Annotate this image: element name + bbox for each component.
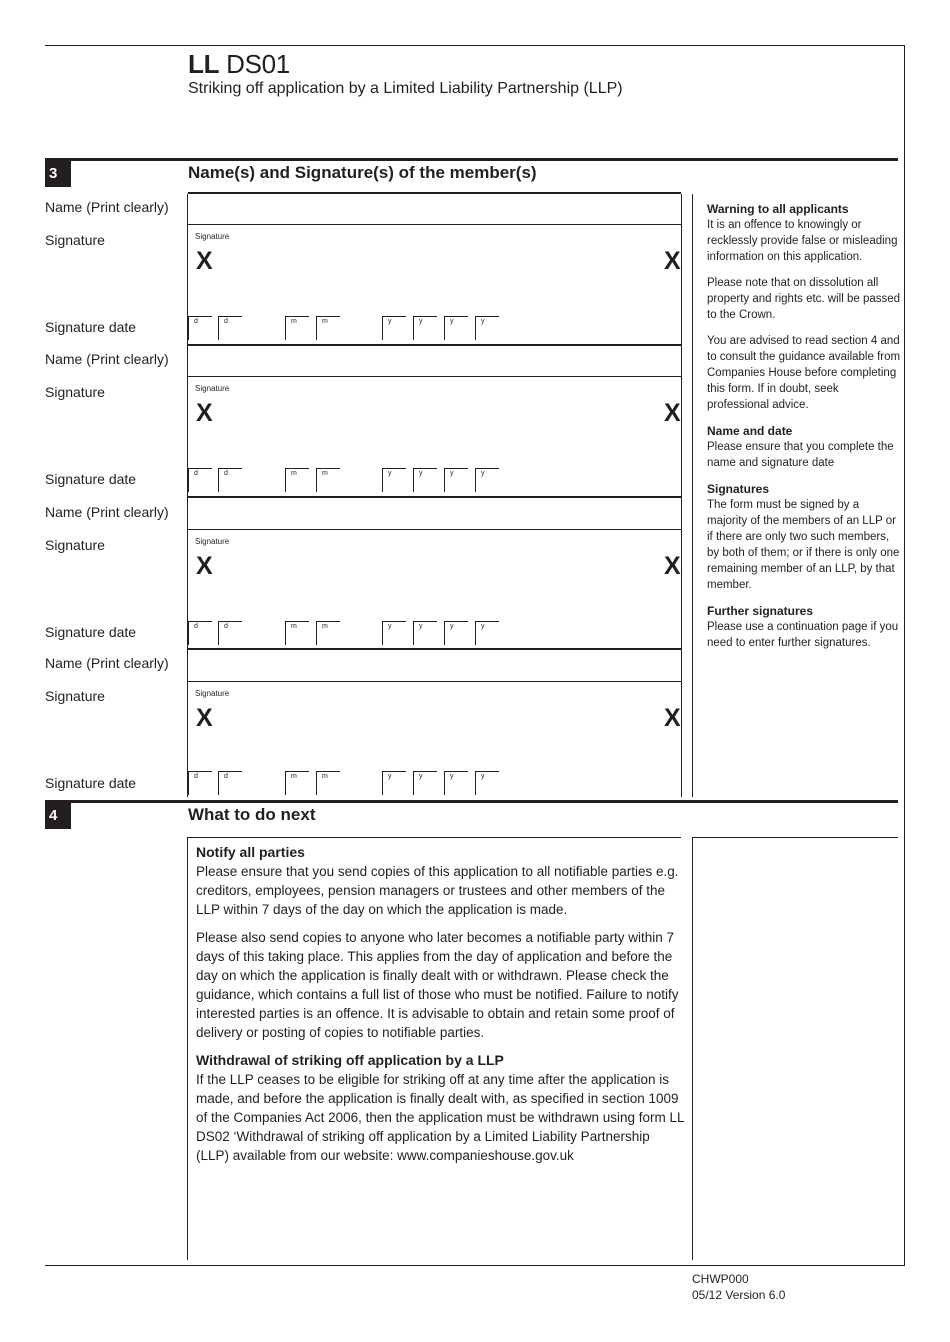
section-4-subrule bbox=[188, 837, 681, 838]
footer-code: CHWP000 bbox=[692, 1272, 749, 1286]
signature-x-left: X bbox=[196, 552, 213, 580]
signature-field[interactable] bbox=[188, 377, 681, 462]
date-month-2[interactable]: m bbox=[316, 468, 340, 492]
date-month-2[interactable]: m bbox=[316, 771, 340, 795]
date-year-1[interactable]: y bbox=[382, 771, 406, 795]
signature-label: Signature bbox=[45, 688, 105, 704]
name-label: Name (Print clearly) bbox=[45, 351, 169, 367]
name-input[interactable] bbox=[188, 194, 681, 224]
section-3-title: Name(s) and Signature(s) of the member(s) bbox=[188, 163, 537, 182]
date-month-1[interactable]: m bbox=[285, 468, 309, 492]
date-year-3[interactable]: y bbox=[444, 621, 468, 645]
date-day-1[interactable]: d bbox=[188, 621, 212, 645]
date-year-1[interactable]: y bbox=[382, 468, 406, 492]
signature-x-left: X bbox=[196, 247, 213, 275]
signature-date-label: Signature date bbox=[45, 624, 137, 640]
signature-caption: Signature bbox=[195, 384, 230, 393]
date-year-2[interactable]: y bbox=[413, 621, 437, 645]
name-label: Name (Print clearly) bbox=[45, 655, 169, 671]
form-title: Striking off application by a Limited Liability Partnership (LLP) bbox=[188, 80, 623, 97]
date-year-3[interactable]: y bbox=[444, 771, 468, 795]
advice-text: You are advised to read section 4 and to consult the guidance available from Companies House before completing this form. If in doubt, seek professional advice. bbox=[707, 335, 901, 411]
signature-x-left: X bbox=[196, 704, 213, 732]
field-column-right bbox=[681, 194, 682, 797]
notify-title: Notify all parties bbox=[196, 844, 305, 860]
date-year-1[interactable]: y bbox=[382, 621, 406, 645]
date-month-1[interactable]: m bbox=[285, 316, 309, 340]
date-month-1[interactable]: m bbox=[285, 621, 309, 645]
signature-field[interactable] bbox=[188, 225, 681, 310]
section-4-sidebar-rule bbox=[692, 837, 898, 838]
date-day-1[interactable]: d bbox=[188, 316, 212, 340]
name-input[interactable] bbox=[188, 346, 681, 376]
signature-x-right: X bbox=[664, 399, 681, 427]
date-year-3[interactable]: y bbox=[444, 468, 468, 492]
withdrawal-title: Withdrawal of striking off application by a LLP bbox=[196, 1052, 504, 1068]
signatures-text: The form must be signed by a majority of the members of an LLP or if there are only two such members, by both of them; or if there is only one remaining member of an LLP, by that member. bbox=[707, 499, 900, 591]
signature-field[interactable] bbox=[188, 682, 681, 767]
section-4-number: 4 bbox=[45, 803, 71, 829]
form-code: LL DS01 bbox=[188, 49, 290, 79]
signature-date-label: Signature date bbox=[45, 319, 137, 335]
date-month-2[interactable]: m bbox=[316, 621, 340, 645]
section-4-title: What to do next bbox=[188, 805, 316, 824]
date-day-1[interactable]: d bbox=[188, 771, 212, 795]
signature-x-right: X bbox=[664, 247, 681, 275]
sidebar-guidance bbox=[707, 201, 902, 651]
signature-date-label: Signature date bbox=[45, 471, 137, 487]
name-date-text: Please ensure that you complete the name and signature date bbox=[707, 441, 894, 469]
sidebar-divider bbox=[692, 194, 693, 797]
signature-label: Signature bbox=[45, 537, 105, 553]
signature-caption: Signature bbox=[195, 232, 230, 241]
date-day-2[interactable]: d bbox=[218, 771, 242, 795]
section-4-rule bbox=[45, 800, 898, 803]
signatures-title: Signatures bbox=[707, 482, 770, 496]
section-4-left-border bbox=[187, 837, 188, 1260]
bottom-rule bbox=[45, 1265, 905, 1266]
date-day-1[interactable]: d bbox=[188, 468, 212, 492]
date-year-4[interactable]: y bbox=[475, 621, 499, 645]
date-year-4[interactable]: y bbox=[475, 771, 499, 795]
signature-x-right: X bbox=[664, 552, 681, 580]
date-day-2[interactable]: d bbox=[218, 621, 242, 645]
also-text: Please also send copies to anyone who later becomes a notifiable party within 7 days of this taking place. This applies from the day of application and before the day on which the application is finally dealt with or withdrawn. Please check the guidance, which contains a full list of those who must be notified. Failure to notify interested parties is an offence. It is advisable to obtain and retain some proof of delivery or posting of copies to notifiable parties. bbox=[196, 930, 679, 1040]
name-input[interactable] bbox=[188, 498, 681, 529]
date-year-4[interactable]: y bbox=[475, 468, 499, 492]
date-year-2[interactable]: y bbox=[413, 468, 437, 492]
date-day-2[interactable]: d bbox=[218, 316, 242, 340]
section-3-rule bbox=[45, 158, 898, 161]
section-4-body bbox=[196, 843, 686, 1174]
date-year-3[interactable]: y bbox=[444, 316, 468, 340]
signature-date-label: Signature date bbox=[45, 775, 137, 791]
signature-label: Signature bbox=[45, 384, 105, 400]
signature-x-left: X bbox=[196, 399, 213, 427]
section-4-sidebar-divider bbox=[692, 837, 693, 1260]
section-3-number: 3 bbox=[45, 161, 71, 187]
date-year-2[interactable]: y bbox=[413, 316, 437, 340]
notify-text: Please ensure that you send copies of this application to all notifiable parties e.g. creditors, employees, pension managers or trustees and other members of the LLP within 7 days of the day on which the application is made. bbox=[196, 864, 679, 917]
signature-caption: Signature bbox=[195, 689, 230, 698]
dissolution-text: Please note that on dissolution all property and rights etc. will be passed to the Crown. bbox=[707, 277, 901, 321]
date-year-1[interactable]: y bbox=[382, 316, 406, 340]
top-rule bbox=[45, 45, 905, 46]
signature-field[interactable] bbox=[188, 530, 681, 615]
footer-version: 05/12 Version 6.0 bbox=[692, 1288, 786, 1302]
date-year-4[interactable]: y bbox=[475, 316, 499, 340]
footer bbox=[692, 1271, 785, 1303]
name-label: Name (Print clearly) bbox=[45, 199, 169, 215]
date-year-2[interactable]: y bbox=[413, 771, 437, 795]
signature-label: Signature bbox=[45, 232, 105, 248]
further-signatures-text: Please use a continuation page if you need to enter further signatures. bbox=[707, 621, 899, 649]
withdrawal-text: If the LLP ceases to be eligible for striking off at any time after the application is made, and before the application is finally dealt with, as specified in section 1009 of the Companies Act 2006, then the application must be withdrawn using form LL DS02 ‘Withdrawal of striking off application by a Limited Liability Partnership (LLP) available from our website: www.companieshouse.gov.uk bbox=[196, 1072, 685, 1163]
name-label: Name (Print clearly) bbox=[45, 504, 169, 520]
date-day-2[interactable]: d bbox=[218, 468, 242, 492]
warning-text: It is an offence to knowingly or recklessly provide false or misleading information on this application. bbox=[707, 219, 898, 263]
date-month-2[interactable]: m bbox=[316, 316, 340, 340]
name-input[interactable] bbox=[188, 650, 681, 681]
signature-x-right: X bbox=[664, 704, 681, 732]
warning-title: Warning to all applicants bbox=[707, 202, 849, 216]
right-border bbox=[904, 45, 905, 1266]
name-date-title: Name and date bbox=[707, 424, 793, 438]
date-month-1[interactable]: m bbox=[285, 771, 309, 795]
signature-caption: Signature bbox=[195, 537, 230, 546]
further-signatures-title: Further signatures bbox=[707, 604, 814, 618]
